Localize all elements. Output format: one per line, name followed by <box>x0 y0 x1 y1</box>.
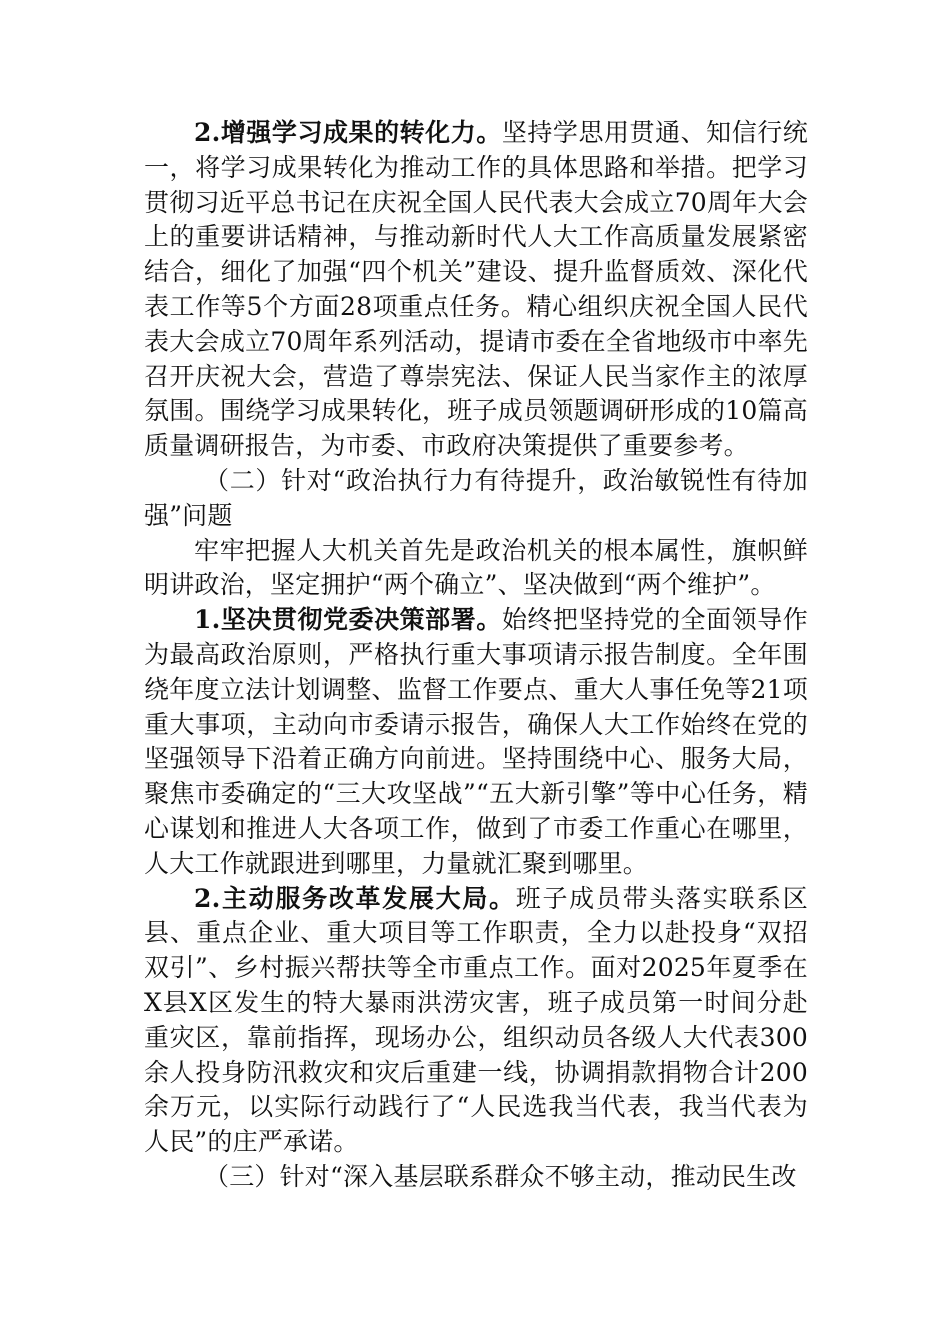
paragraph-heading: 2.主动服务改革发展大局。 <box>194 883 516 913</box>
paragraph-intro <box>144 534 808 604</box>
paragraph-body: 班子成员带头落实联系区县、重点企业、重大项目等工作职责，全力以赴投身“双招双引”、乡村振兴帮扶等全市重点工作。面对2025年夏季在X县X区发生的特大暴雨洪涝灾害，班子成员第一时间分赴重灾区，靠前指挥，现场办公，组织动员各级人大代表300余人投身防汛救灾和灾后重建一线，协调捐款捐物合计200余万元，以实际行动践行了“人民选我当代表，我当代表为人民”的庄严承诺。 <box>144 883 809 1157</box>
paragraph-body: 牢牢把握人大机关首先是政治机关的根本属性，旗帜鲜明讲政治，坚定拥护“两个确立”、坚决做到“两个维护”。 <box>144 535 808 600</box>
section-heading-text: （三）针对“深入基层联系群众不够主动，推动民生改 <box>204 1161 797 1191</box>
section-heading-3 <box>144 1160 808 1195</box>
paragraph-serve-development <box>144 882 808 1160</box>
paragraph-implement-decisions <box>144 603 808 881</box>
section-heading-text: （二）针对“政治执行力有待提升，政治敏锐性有待加强”问题 <box>144 465 808 530</box>
section-heading-2 <box>144 464 808 534</box>
document-page <box>144 116 808 1195</box>
paragraph-transform-learning <box>144 116 808 464</box>
paragraph-heading: 1.坚决贯彻党委决策部署。 <box>194 605 502 635</box>
paragraph-body: 坚持学思用贯通、知信行统一，将学习成果转化为推动工作的具体思路和举措。把学习贯彻习近平总书记在庆祝全国人民代表大会成立70周年大会上的重要讲话精神，与推动新时代人大工作高质量发展紧密结合，细化了加强“四个机关”建设、提升监督质效、深化代表工作等5个方面28项重点任务。精心组织庆祝全国人民代表大会成立70周年系列活动，提请市委在全省地级市中率先召开庆祝大会，营造了尊崇宪法、保证人民当家作主的浓厚氛围。围绕学习成果转化，班子成员领题调研形成的10篇高质量调研报告，为市委、市政府决策提供了重要参考。 <box>144 118 809 461</box>
paragraph-body: 始终把坚持党的全面领导作为最高政治原则，严格执行重大事项请示报告制度。全年围绕年度立法计划调整、监督工作要点、重大人事任免等21项重大事项，主动向市委请示报告，确保人大工作始终在党的坚强领导下沿着正确方向前进。坚持围绕中心、服务大局，聚焦市委确定的“三大攻坚战”“五大新引擎”等中心任务，精心谋划和推进人大各项工作，做到了市委工作重心在哪里，人大工作就跟进到哪里，力量就汇聚到哪里。 <box>144 605 809 878</box>
paragraph-heading: 2.增强学习成果的转化力。 <box>194 118 502 147</box>
